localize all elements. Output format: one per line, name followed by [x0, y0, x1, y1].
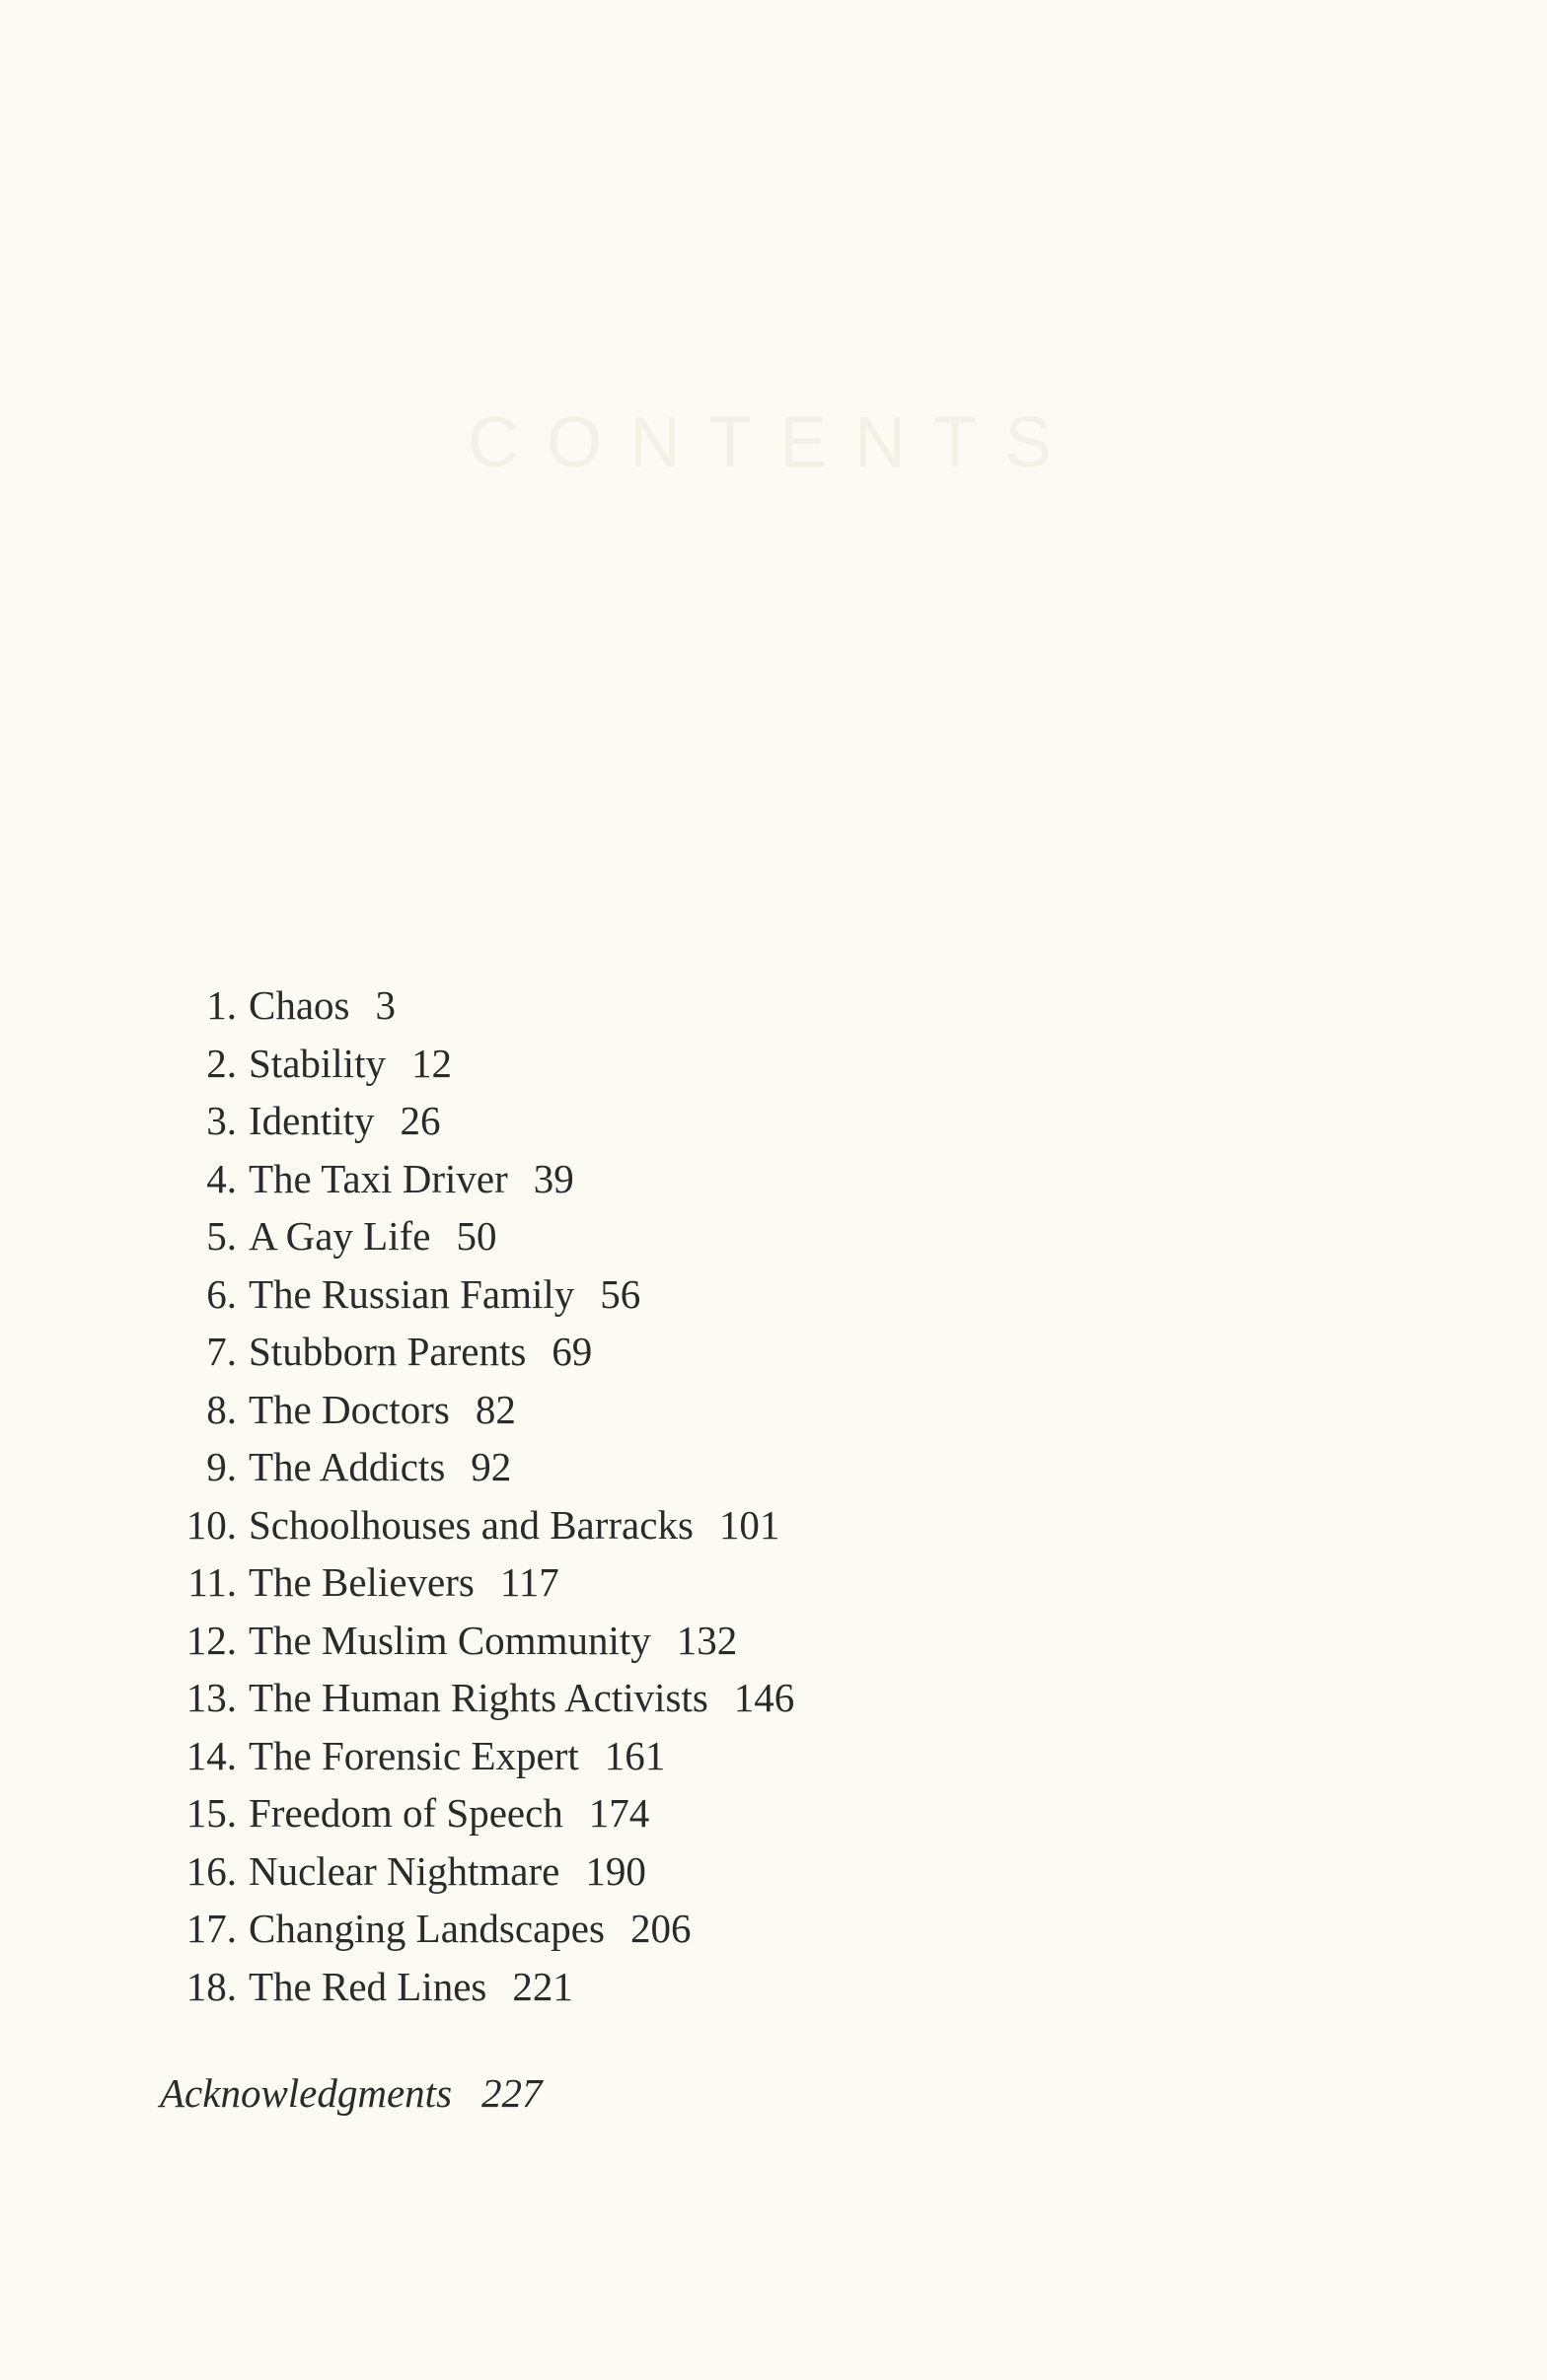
acknowledgments-title: Acknowledgments — [160, 2070, 453, 2116]
chapter-title: Stubborn Parents — [249, 1329, 527, 1374]
toc-entry — [158, 1438, 794, 1496]
contents-heading: CONTENTS — [468, 403, 1079, 482]
toc-entry — [158, 1900, 794, 1958]
toc-entry — [158, 1669, 794, 1727]
chapter-number: 13. — [185, 1675, 237, 1720]
chapter-page-number: 206 — [629, 1906, 692, 1951]
chapter-title: The Addicts — [249, 1444, 446, 1489]
chapter-number: 4. — [206, 1155, 237, 1201]
chapter-page-number: 146 — [733, 1675, 795, 1720]
acknowledgments-entry — [160, 2069, 543, 2117]
chapter-number: 17. — [185, 1906, 237, 1951]
chapter-number: 10. — [185, 1501, 237, 1548]
chapter-page-number: 50 — [456, 1213, 497, 1259]
chapter-title: The Muslim Community — [249, 1617, 651, 1663]
chapter-number: 3. — [206, 1098, 237, 1143]
chapter-number: 2. — [206, 1040, 237, 1086]
toc-entry — [158, 1842, 794, 1901]
toc-entry — [158, 976, 794, 1035]
chapter-number: 7. — [206, 1329, 237, 1374]
chapter-page-number: 117 — [499, 1559, 559, 1605]
chapter-title: The Red Lines — [249, 1963, 487, 2009]
chapter-page-number: 69 — [552, 1329, 593, 1374]
chapter-title: Identity — [249, 1098, 375, 1143]
chapter-number: 15. — [185, 1790, 237, 1836]
chapter-page-number: 82 — [475, 1386, 516, 1432]
chapter-number: 18. — [185, 1963, 237, 2009]
chapter-title: The Russian Family — [249, 1270, 575, 1317]
chapter-title: Stability — [249, 1040, 386, 1086]
toc-entry — [158, 1265, 794, 1324]
chapter-page-number: 26 — [400, 1098, 441, 1143]
acknowledgments-page-number: 227 — [481, 2070, 543, 2116]
toc-entry — [158, 1496, 794, 1554]
chapter-title: The Human Rights Activists — [249, 1675, 708, 1720]
chapter-page-number: 161 — [604, 1732, 666, 1778]
chapter-page-number: 56 — [600, 1270, 641, 1317]
toc-entry — [158, 1612, 794, 1670]
toc-entry — [158, 1323, 794, 1381]
chapter-page-number: 132 — [676, 1617, 738, 1663]
chapter-title: The Doctors — [249, 1386, 450, 1432]
chapter-page-number: 174 — [588, 1790, 650, 1836]
chapter-page-number: 92 — [471, 1444, 512, 1489]
chapter-title: Nuclear Nightmare — [249, 1847, 560, 1894]
toc-entry — [158, 1958, 794, 2016]
chapter-title: The Forensic Expert — [249, 1732, 579, 1778]
chapter-title: Schoolhouses and Barracks — [249, 1501, 694, 1548]
chapter-page-number: 101 — [718, 1501, 780, 1548]
toc-entry — [158, 1207, 794, 1265]
toc-entry — [158, 1092, 794, 1150]
chapter-number: 11. — [187, 1559, 237, 1605]
chapter-title: Freedom of Speech — [249, 1790, 563, 1836]
chapter-number: 12. — [185, 1617, 237, 1663]
toc-entry — [158, 1150, 794, 1208]
chapter-number: 6. — [206, 1270, 237, 1317]
toc-entry — [158, 1035, 794, 1093]
chapter-title: A Gay Life — [249, 1213, 431, 1259]
chapter-page-number: 3 — [375, 982, 396, 1028]
chapter-title: The Taxi Driver — [249, 1155, 508, 1201]
chapter-number: 8. — [206, 1386, 237, 1432]
chapter-number: 9. — [206, 1444, 237, 1489]
toc-entry — [158, 1784, 794, 1842]
toc-entry — [158, 1553, 794, 1612]
chapter-page-number: 39 — [533, 1155, 574, 1201]
chapter-title: The Believers — [249, 1559, 475, 1605]
chapter-number: 1. — [206, 982, 237, 1028]
chapter-number: 5. — [206, 1213, 237, 1259]
toc-entry — [158, 1727, 794, 1785]
chapter-page-number: 12 — [410, 1040, 452, 1086]
chapter-number: 14. — [185, 1732, 237, 1778]
table-of-contents — [158, 976, 794, 2015]
chapter-page-number: 221 — [512, 1963, 573, 2009]
chapter-title: Changing Landscapes — [249, 1906, 605, 1951]
chapter-title: Chaos — [249, 982, 350, 1028]
chapter-number: 16. — [185, 1847, 237, 1894]
chapter-page-number: 190 — [585, 1847, 646, 1894]
toc-entry — [158, 1381, 794, 1439]
